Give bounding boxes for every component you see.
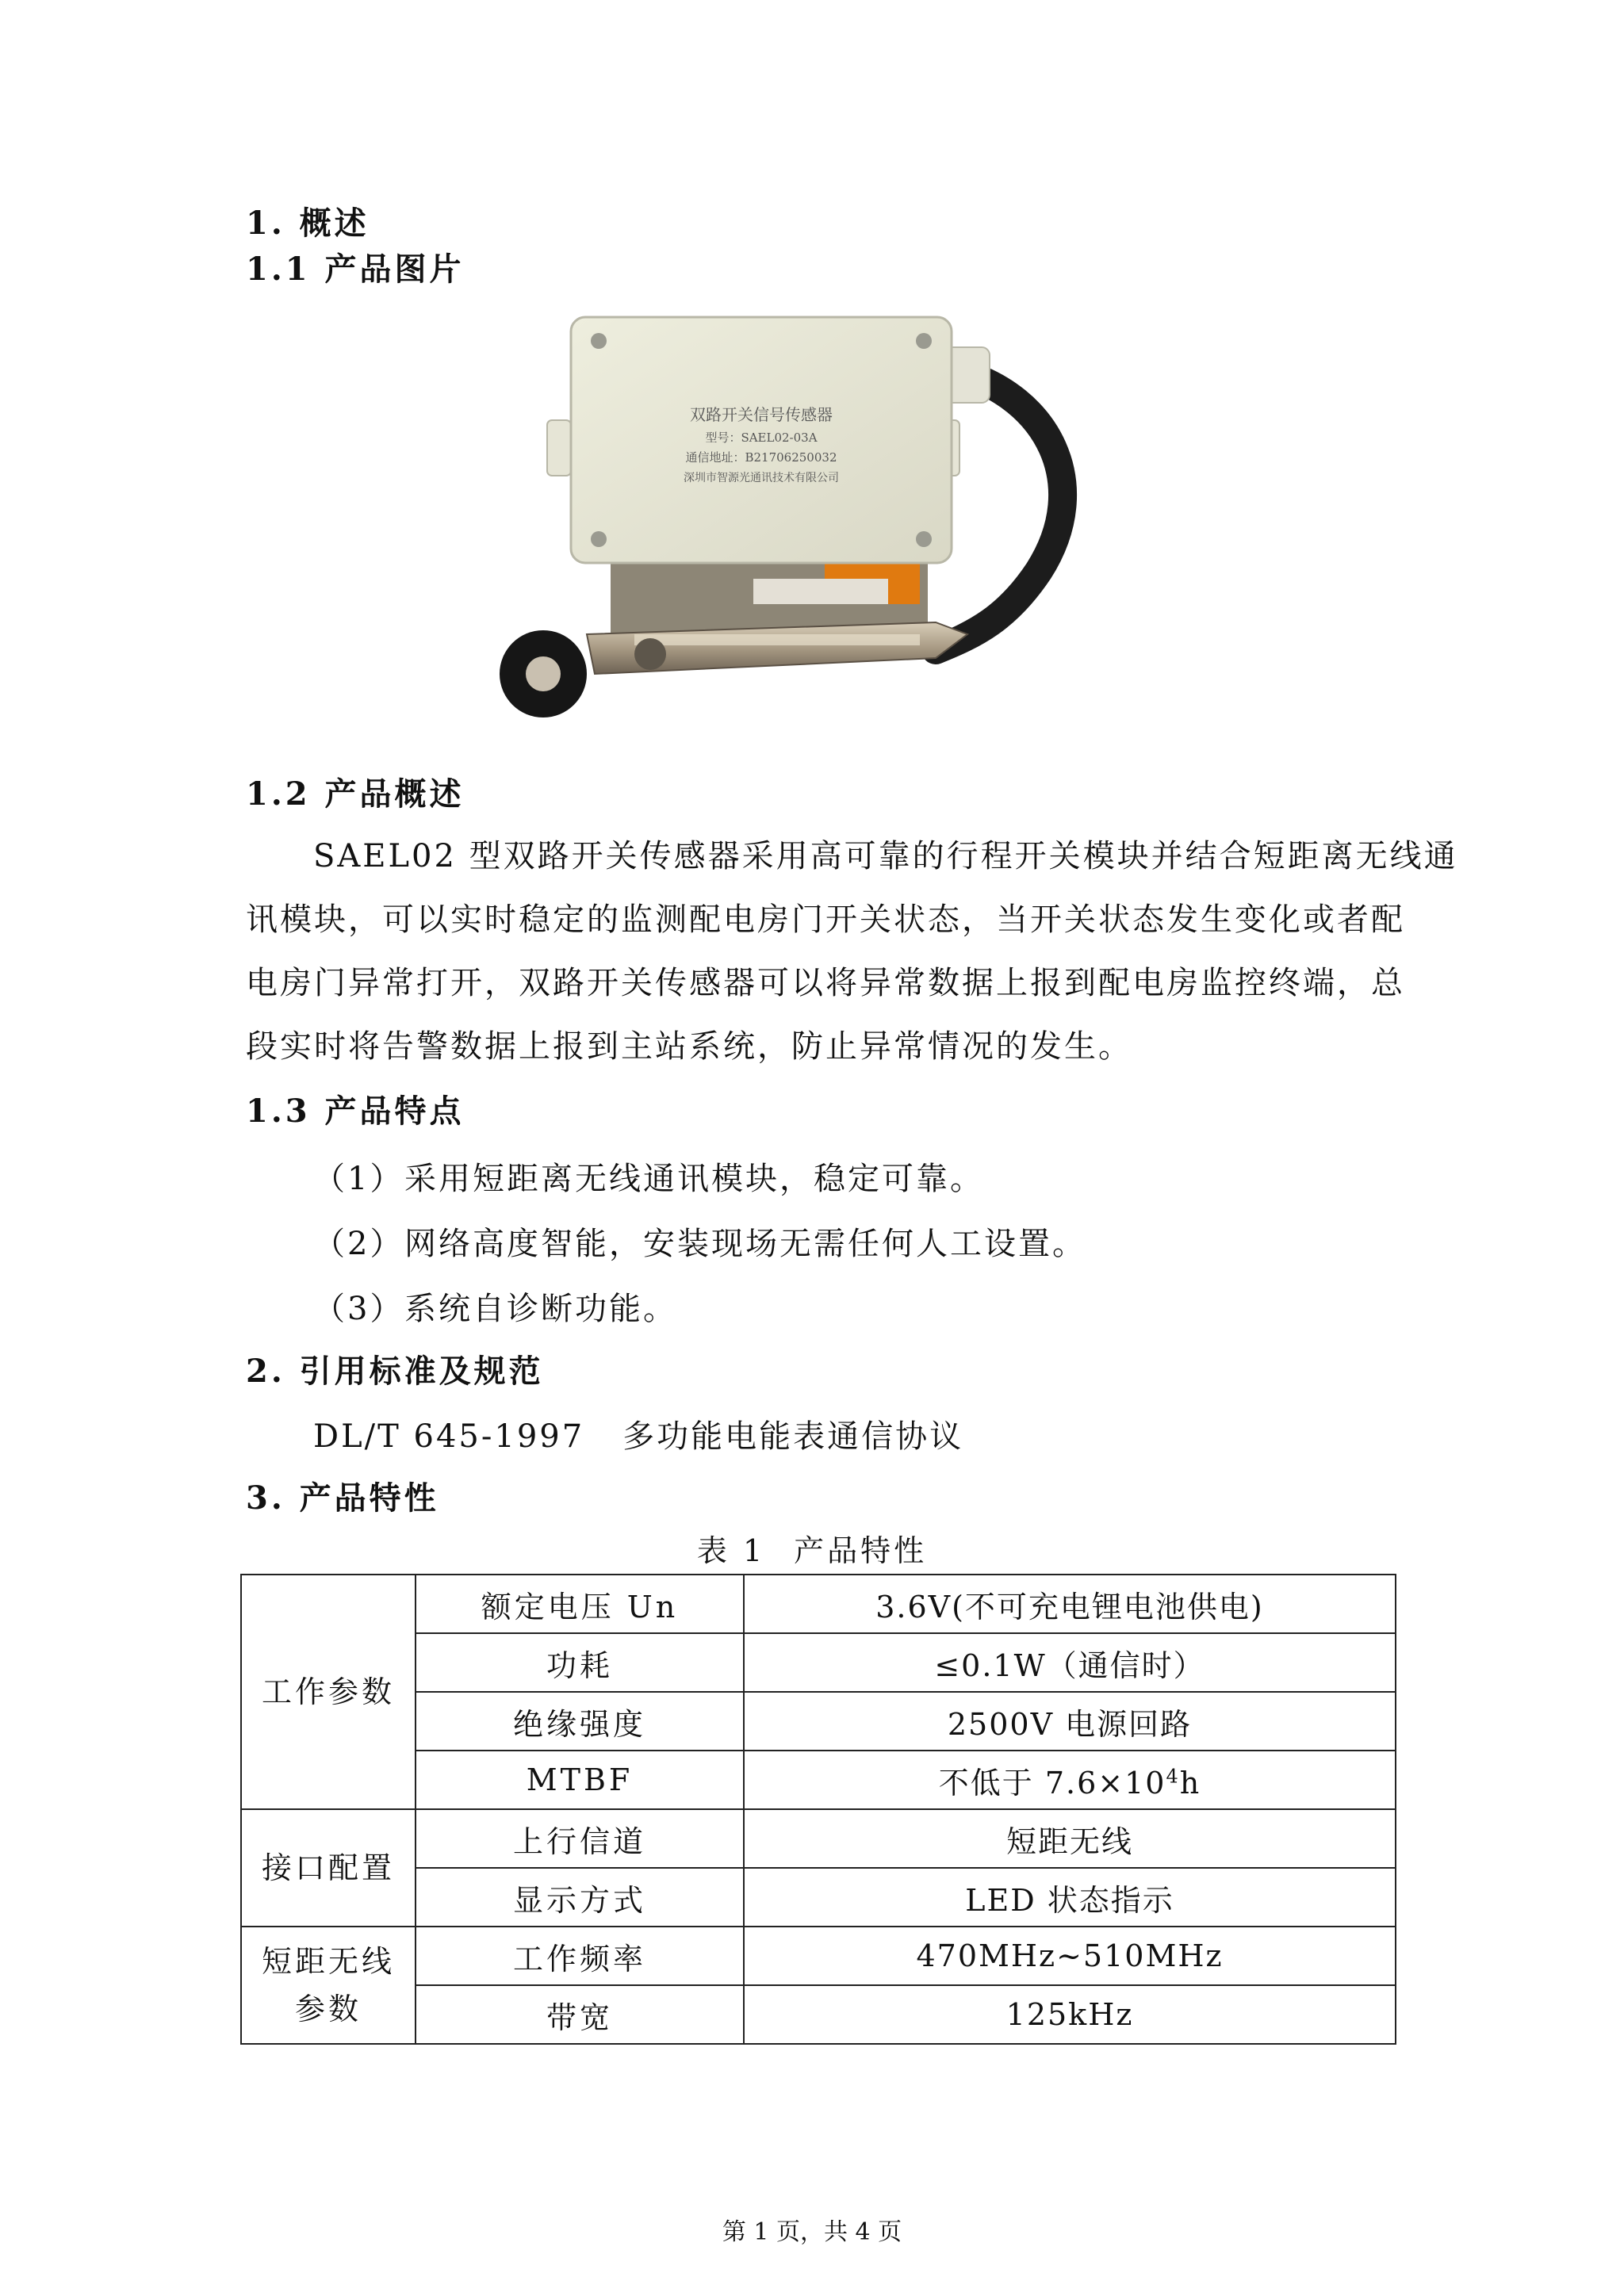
table-caption-title: 产品特性 (794, 1533, 928, 1568)
product-photo (492, 301, 1142, 745)
mtbf-exponent: 4 (1166, 1764, 1180, 1787)
value-cell: 3.6V(不可充电锂电池供电) (744, 1575, 1396, 1633)
feature-item-1 (313, 1154, 984, 1199)
standard-reference (313, 1411, 1455, 1456)
param-cell: 工作频率 (416, 1927, 744, 1985)
value-cell: 2500V 电源回路 (744, 1692, 1396, 1751)
page-footer: 第 1 页，共 4 页 (722, 2218, 902, 2246)
product-label-company: 深圳市智源光通讯技术有限公司 (684, 472, 839, 484)
heading-product-features: 1.3 产品特点 (246, 1093, 465, 1130)
value-cell: LED 状态指示 (744, 1868, 1396, 1927)
mtbf-value: 不低于 7.6×10 (938, 1765, 1166, 1800)
overview-line-3: 电房门异常打开，双路开关传感器可以将异常数据上报到配电房监控终端，总 (246, 965, 1405, 1001)
feature-text: 网络高度智能，安装现场无需任何人工设置。 (404, 1226, 1086, 1262)
group-wireless-params (241, 1927, 416, 2044)
heading-product-characteristics: 3. 产品特性 (246, 1479, 439, 1517)
table-caption (0, 1526, 1624, 1570)
heading-overview: 1. 概述 (246, 205, 370, 242)
value-cell: 短距无线 (744, 1809, 1396, 1868)
param-cell: MTBF (416, 1751, 744, 1809)
param-cell: 绝缘强度 (416, 1692, 744, 1751)
value-cell: 470MHz~510MHz (744, 1927, 1396, 1985)
group-working-params: 工作参数 (241, 1575, 416, 1809)
overview-line-2: 讯模块，可以实时稳定的监测配电房门开关状态，当开关状态发生变化或者配 (246, 901, 1405, 938)
group-interface-config: 接口配置 (241, 1809, 416, 1927)
product-label-title: 双路开关信号传感器 (690, 405, 833, 424)
feature-text: 系统自诊断功能。 (404, 1291, 677, 1327)
value-cell: ≤0.1W（通信时） (744, 1633, 1396, 1692)
table-row (241, 1809, 1396, 1868)
product-label-address: 通信地址：B21706250032 (685, 450, 837, 465)
overview-line-1: SAEL02 型双路开关传感器采用高可靠的行程开关模块并结合短距离无线通 (313, 838, 1458, 874)
feature-item-2 (313, 1219, 1086, 1264)
param-cell: 带宽 (416, 1985, 744, 2044)
standard-name: 多功能电能表通信协议 (622, 1418, 964, 1455)
table-row (241, 1927, 1396, 1985)
characteristics-table (240, 1574, 1396, 2045)
feature-number: （3） (313, 1291, 404, 1327)
group-name-line-2: 参数 (294, 1992, 362, 2026)
param-cell: 功耗 (416, 1633, 744, 1692)
value-cell: 125kHz (744, 1985, 1396, 2044)
feature-number: （2） (313, 1226, 404, 1262)
overview-line-4: 段实时将告警数据上报到主站系统，防止异常情况的发生。 (246, 1028, 1132, 1065)
table-caption-number: 表 1 (696, 1533, 766, 1568)
heading-standards: 2. 引用标准及规范 (246, 1353, 544, 1390)
group-name-line-1: 短距无线 (261, 1944, 395, 1979)
mtbf-unit: h (1179, 1765, 1201, 1800)
feature-number: （1） (313, 1161, 404, 1197)
table-row (241, 1575, 1396, 1633)
product-label-model: 型号：SAEL02-03A (705, 430, 818, 445)
feature-text: 采用短距离无线通讯模块，稳定可靠。 (404, 1161, 984, 1197)
feature-item-3 (313, 1284, 677, 1329)
standard-code: DL/T 645-1997 (313, 1418, 585, 1455)
value-cell (744, 1751, 1396, 1809)
param-cell: 显示方式 (416, 1868, 744, 1927)
heading-product-overview: 1.2 产品概述 (246, 775, 465, 813)
heading-product-image: 1.1 产品图片 (246, 251, 465, 288)
param-cell: 额定电压 Un (416, 1575, 744, 1633)
param-cell: 上行信道 (416, 1809, 744, 1868)
